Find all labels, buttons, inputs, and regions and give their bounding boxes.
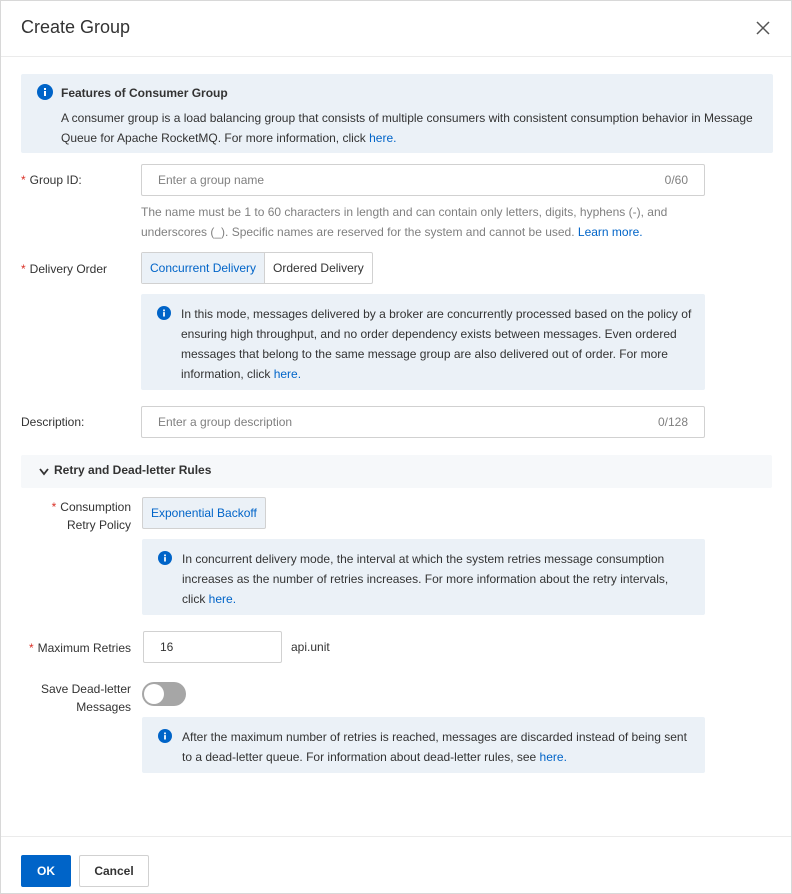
exponential-backoff-option[interactable]: Exponential Backoff (142, 497, 266, 529)
close-icon[interactable] (753, 18, 773, 38)
cancel-button[interactable]: Cancel (79, 855, 149, 887)
dialog-body (1, 58, 791, 836)
retry-policy-label-line1-text: Consumption (60, 500, 131, 514)
group-id-help (141, 202, 681, 242)
delivery-order-note-text (181, 304, 696, 384)
banner-title: Features of Consumer Group (61, 86, 228, 100)
max-retries-input[interactable] (144, 632, 281, 662)
ok-button[interactable]: OK (21, 855, 71, 887)
delivery-order-selector (141, 252, 373, 284)
ordered-delivery-option[interactable]: Ordered Delivery (273, 261, 364, 275)
dialog-header (1, 1, 791, 57)
group-id-field (141, 164, 705, 196)
retry-policy-label-line2: Retry Policy (66, 518, 131, 532)
required-mark: * (21, 173, 26, 187)
banner-description: A consumer group is a load balancing group that consists of multiple consumers with consistent consumption behavior in Message Queue for Apache RocketMQ. For more information, click (61, 111, 753, 145)
description-counter: 0/128 (657, 415, 688, 429)
delivery-order-note-body: In this mode, messages delivered by a broker are concurrently processed based on the policy of ensuring high throughput, and no order dependency exists between messages. Even ordered messages that belong to the same message group are also delivered out of order. For more information, click (181, 307, 692, 381)
dead-letter-here-link[interactable]: here. (539, 750, 567, 764)
delivery-order-label (21, 260, 107, 278)
retry-policy-label-line1 (21, 498, 131, 516)
retry-section-header[interactable] (21, 455, 772, 488)
info-icon (157, 306, 171, 323)
dead-letter-note-body: After the maximum number of retries is reached, messages are discarded instead of being sent to a dead-letter queue. For information about dead-letter rules, see (182, 730, 687, 764)
retry-policy-note-body: In concurrent delivery mode, the interval at which the system retries message consumption increases as the number of retries increases. For more information about the retry intervals, click (182, 552, 669, 606)
group-id-input[interactable] (142, 165, 704, 195)
description-field (141, 406, 705, 438)
dead-letter-label-line1: Save Dead-letter (40, 682, 131, 696)
max-retries-label (21, 639, 131, 657)
banner-text (61, 108, 761, 148)
info-icon (37, 84, 53, 103)
description-label: Description: (21, 415, 85, 429)
required-mark: * (28, 641, 34, 655)
retry-section-title: Retry and Dead-letter Rules (54, 463, 212, 477)
delivery-order-note (141, 294, 705, 390)
dead-letter-label (21, 680, 131, 716)
max-retries-label-text: Maximum Retries (37, 641, 131, 655)
banner-here-link[interactable]: here. (369, 131, 397, 145)
max-retries-field (143, 631, 282, 663)
dead-letter-note (142, 717, 705, 773)
dialog-footer (1, 836, 791, 894)
chevron-down-icon (38, 466, 50, 480)
group-id-help-text: The name must be 1 to 60 characters in length and can contain only letters, digits, hyphens (-), and underscores (_). Specific names are reserved for the system and cannot be used. (141, 205, 668, 239)
consumer-group-info-banner (21, 74, 773, 153)
group-id-label (21, 171, 82, 189)
required-mark: * (21, 262, 26, 276)
group-id-label-text: Group ID: (29, 173, 82, 187)
retry-policy-note-text (182, 549, 687, 609)
concurrent-delivery-option[interactable]: Concurrent Delivery (142, 253, 265, 283)
info-icon (158, 729, 172, 746)
max-retries-unit: api.unit (291, 640, 330, 654)
retry-policy-note (142, 539, 705, 615)
delivery-order-label-text: Delivery Order (29, 262, 108, 276)
required-mark: * (51, 500, 57, 514)
dead-letter-toggle[interactable] (142, 682, 186, 706)
learn-more-link[interactable]: Learn more. (577, 225, 643, 239)
info-icon (158, 551, 172, 568)
description-input[interactable] (142, 407, 704, 437)
dialog-title: Create Group (21, 17, 131, 37)
dead-letter-note-text (182, 727, 692, 767)
retry-intervals-here-link[interactable]: here. (208, 592, 237, 606)
delivery-order-here-link[interactable]: here. (273, 367, 302, 381)
group-id-counter: 0/60 (664, 173, 688, 187)
dead-letter-label-line2: Messages (76, 700, 131, 714)
toggle-knob (144, 684, 164, 704)
retry-policy-label (21, 498, 131, 534)
